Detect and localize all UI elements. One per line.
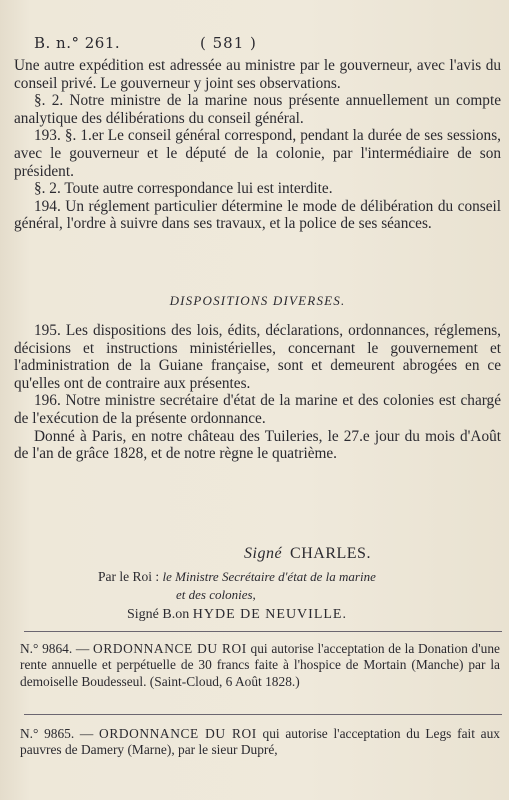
paragraph-art193-s2: §. 2. Toute autre correspondance lui est interdite. — [34, 180, 333, 198]
paragraph-art194: 194. Un réglement particulier détermine le mode de délibération du conseil général, l'ordre à suivre dans ses travaux, et la police de ses séances. — [14, 197, 501, 233]
divider — [24, 714, 502, 715]
paragraph-art193-s1: 193. §. 1.er Le conseil général correspond, pendant la durée de ses sessions, avec le gouverneur et le député de la colonie, par l'intermédiaire de son président. — [14, 127, 501, 180]
notice-9865 — [20, 726, 500, 759]
body-text-bottom — [14, 322, 501, 463]
par-le-roi: Par le Roi : — [98, 569, 160, 584]
paragraph-art192-s2: §. 2. Notre ministre de la marine nous présente annuellement un compte analytique des délibérations du conseil général. — [14, 92, 501, 127]
minister-title: le Ministre Secrétaire d'état de la marine — [162, 569, 376, 584]
bulletin-reference: B. n.° 261. — [34, 34, 121, 52]
notice-number: N.° 9864. — — [20, 641, 90, 656]
minister-name: HYDE DE NEUVILLE. — [192, 607, 347, 622]
page-number: ( 581 ) — [200, 34, 257, 52]
notice-number: N.° 9865. — — [20, 726, 94, 741]
par-le-roi-line — [98, 569, 376, 585]
notice-text: qui autorise l'acceptation de la Donation d'une rente annuelle et perpétuelle de 30 francs faite à l'hospice de Mortain (Manche) par la demoiselle Boudesseul. (Saint-Cloud, 6 Août 1828.) — [20, 641, 500, 689]
body-text-top — [14, 57, 501, 233]
king-signature — [244, 545, 371, 563]
notice-title: ORDONNANCE DU ROI — [99, 726, 257, 741]
minister-title-continued: et des colonies, — [176, 587, 256, 602]
king-name: CHARLES. — [290, 545, 371, 562]
signe-label: Signé — [244, 545, 283, 562]
paragraph-expedition: Une autre expédition est adressée au ministre par le gouverneur, avec l'avis du conseil privé. Le gouverneur y joint ses observations. — [14, 57, 501, 92]
paragraph-art196: 196. Notre ministre secrétaire d'état de la marine et des colonies est chargé de l'exécution de la présente ordonnance. — [14, 392, 501, 427]
notice-title: ORDONNANCE DU ROI — [93, 641, 247, 656]
divider — [24, 631, 502, 632]
signe-baron-label: Signé B.on — [127, 607, 190, 622]
paragraph-art195: 195. Les dispositions des lois, édits, déclarations, ordonnances, réglemens, décisions et instructions ministérielles, concernant le gouvernement et l'administration de la Guiane française, sont et demeurent abrogées en ce qu'elles ont de contraire aux présentes. — [14, 322, 501, 392]
notice-text: qui autorise l'acceptation du Legs fait aux pauvres de Damery (Marne), par le sieur Dupré, — [20, 726, 500, 758]
section-heading: DISPOSITIONS DIVERSES. — [169, 293, 346, 308]
notice-9864 — [20, 641, 500, 690]
minister-signature — [127, 607, 347, 623]
paragraph-donne-a-paris: Donné à Paris, en notre château des Tuileries, le 27.e jour du mois d'Août de l'an de grâce 1828, et de notre règne le quatrième. — [14, 427, 501, 463]
